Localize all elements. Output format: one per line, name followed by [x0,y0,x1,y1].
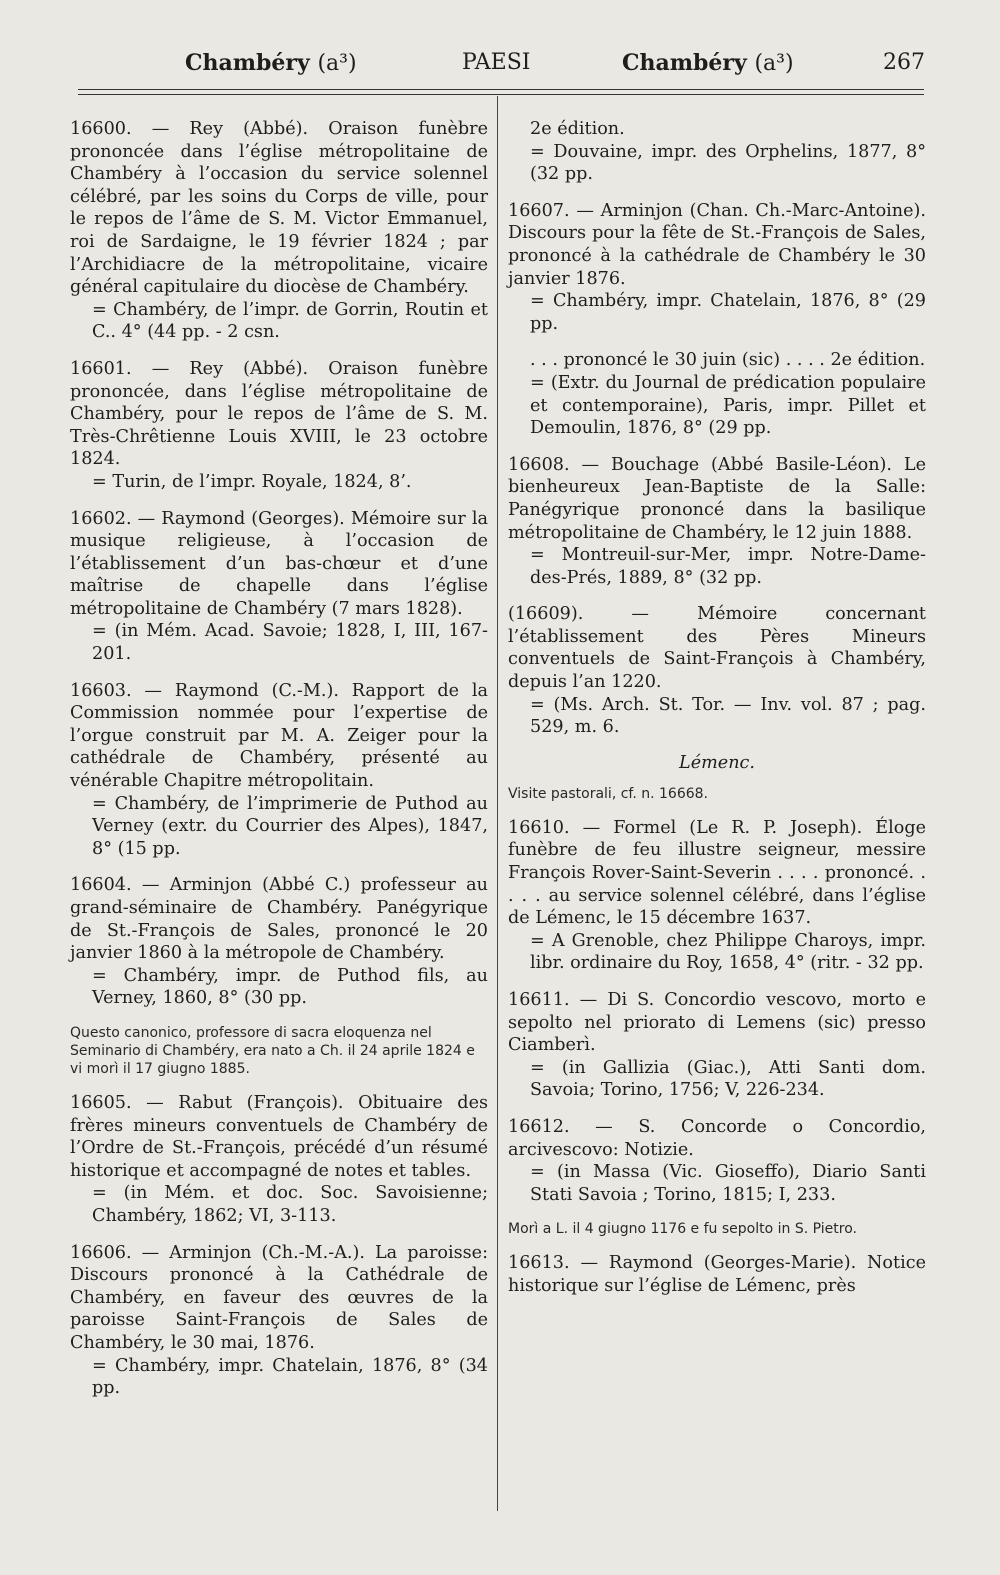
entry-16613: 16613. — Raymond (Georges-Marie). Notice historique sur l’église de Lémenc, près [508,1253,926,1296]
header-right-title: Chambéry (a³) [622,50,794,76]
header-rule-top [78,89,924,90]
right-column [508,118,926,1312]
note-16604: Questo canonico, professore di sacra eloquenza nel Seminario di Chambéry, era nato a Ch. il 24 aprile 1824 e vi morì il 17 giugno 1885. [70,1024,475,1077]
section-note: Visite pastorali, cf. n. 16668. [508,785,708,802]
header-rule-bottom [78,94,924,95]
entry-16610: 16610. — Formel (Le R. P. Joseph). Éloge funèbre de feu illustre seigneur, messire François Rover-Saint-Severin . . . . prononcé. . . . . au service solennel célébré, dans l’église de Lémenc, le 15 décembre 1637. = A Grenoble, chez Philippe Charoys, impr. libr. ordinaire du Roy, 1658, 4° (ritr. - 32 pp. [508,817,927,974]
page-number: 267 [883,50,925,75]
note-16612: Morì a L. il 4 giugno 1176 e fu sepolto in S. Pietro. [508,1221,857,1238]
entry-16612: 16612. — S. Concorde o Concordio, arcivescovo: Notizie. = (in Massa (Vic. Gioseffo), Diario Santi Stati Savoia ; Torino, 1815; I, 233. [508,1116,927,1205]
section-title: Lémenc. [679,752,755,773]
entry-16602: 16602. — Raymond (Georges). Mémoire sur la musique religieuse, à l’occasion de l’établissement d’un bas-chœur et d’une maîtrise de chapelle dans l’église métropolitaine de Chambéry (7 mars 1828). = (in Mém. Acad. Savoie; 1828, I, III, 167-201. [70,508,488,665]
header-left-title: Chambéry (a³) [185,50,357,76]
entry-16611: 16611. — Di S. Concordio vescovo, morto e sepolto nel priorato di Lemens (sic) presso Ciamberì. = (in Gallizia (Giac.), Atti Santi dom. Savoia; Torino, 1756; V, 226-234. [508,990,926,1101]
entry-16605: 16605. — Rabut (François). Obituaire des frères mineurs conventuels de Chambéry de l’Ordre de St.-François, précédé d’un résumé historique et accompagné de notes et tables. = (in Mém. et doc. Soc. Savoisienne; Chambéry, 1862; VI, 3-113. [70,1092,489,1226]
entry-16607-second-edition: . . . prononcé le 30 juin (sic) . . . . 2e édition. = (Extr. du Journal de prédication populaire et contemporaine), Paris, impr. Pillet et Demoulin, 1876, 8° (29 pp. [530,350,926,439]
entry-16607: 16607. — Arminjon (Chan. Ch.-Marc-Antoine). Discours pour la fête de St.-François de Sales, prononcé à la cathédrale de Chambéry le 30 janvier 1876. = Chambéry, impr. Chatelain, 1876, 8° (29 pp. [508,200,926,334]
entry-16606-second-edition: 2e édition. = Douvaine, impr. des Orphelins, 1877, 8° (32 pp. [530,119,926,185]
column-divider [497,96,498,1511]
header-center: PAESI [462,50,531,75]
entry-16609: (16609). — Mémoire concernant l’établissement des Pères Mineurs conventuels de Saint-François à Chambéry, depuis l’an 1220. = (Ms. Arch. St. Tor. — Inv. vol. 87 ; pag. 529, m. 6. [508,604,926,738]
entry-16601: 16601. — Rey (Abbé). Oraison funèbre prononcée, dans l’église métropolitaine de Chambéry, pour le repos de l’âme de S. M. Très-Chrêtienne Louis XVIII, le 23 octobre 1824. = Turin, de l’impr. Royale, 1824, 8’. [70,358,488,492]
entry-16603: 16603. — Raymond (C.-M.). Rapport de la Commission nommée pour l’expertise de l’orgue construit par M. A. Zeiger pour la cathédrale de Chambéry, présenté au vénérable Chapitre métropolitain. = Chambéry, de l’imprimerie de Puthod au Verney (extr. du Courrier des Alpes), 1847, 8° (15 pp. [70,680,488,859]
entry-16600: 16600. — Rey (Abbé). Oraison funèbre prononcée dans l’église métropolitaine de Chambéry à l’occasion du service solennel célébré, par les soins du Corps de ville, pour le repos de l’âme de S. M. Victor Emmanuel, roi de Sardaigne, le 19 février 1824 ; par l’Archidiacre de la métropolitaine, vicaire général capitulaire du diocèse de Chambéry. = Chambéry, de l’impr. de Gorrin, Routin et C.. 4° (44 pp. - 2 csn. [70,119,488,343]
entry-16606: 16606. — Arminjon (Ch.-M.-A.). La paroisse: Discours prononcé à la Cathédrale de Chambéry, en faveur des œuvres de la paroisse Saint-François de Sales de Chambéry, le 30 mai, 1876. = Chambéry, impr. Chatelain, 1876, 8° (34 pp. [70,1242,489,1399]
running-header [70,50,925,84]
entry-16608: 16608. — Bouchage (Abbé Basile-Léon). Le bienheureux Jean-Baptiste de la Salle: Panégyrique prononcé dans la basilique métropolitaine de Chambéry, le 12 juin 1888. = Montreuil-sur-Mer, impr. Notre-Dame-des-Prés, 1889, 8° (32 pp. [508,454,926,588]
entry-16604: 16604. — Arminjon (Abbé C.) professeur au grand-séminaire de Chambéry. Panégyrique de St.-François de Sales, prononcé le 20 janvier 1860 à la métropole de Chambéry. = Chambéry, impr. de Puthod fils, au Verney, 1860, 8° (30 pp. [70,875,488,1009]
left-column [70,118,488,1414]
